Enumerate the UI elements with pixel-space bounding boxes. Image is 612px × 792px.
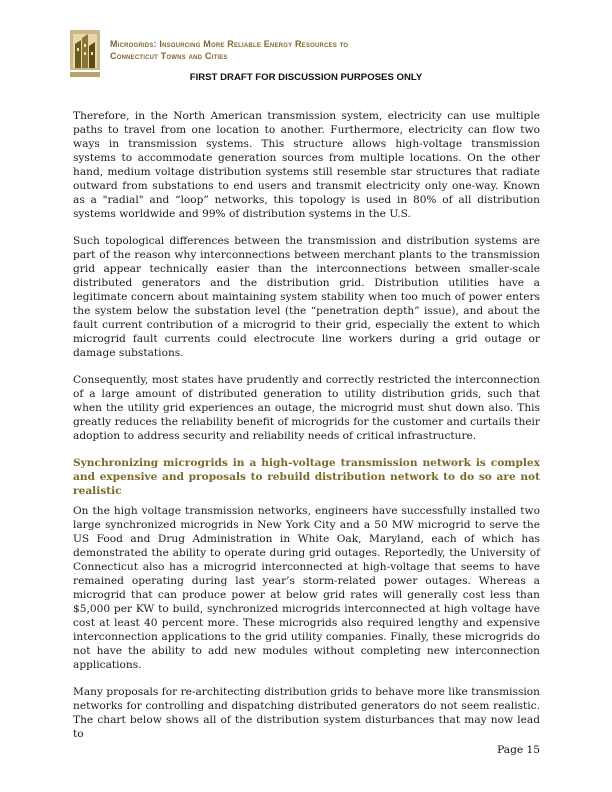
document-body bbox=[73, 109, 540, 754]
building-logo-icon bbox=[70, 30, 100, 78]
document-header-title bbox=[110, 38, 550, 62]
paragraph-1: Therefore, in the North American transmission system, electricity can use multiple paths to travel from one location to another. Furthermore, electricity can flow two ways in transmission systems. This structure allows high-voltage transmission systems to accommodate generation sources from multiple locations. On the other hand, medium voltage distribution systems still resemble star structures that radiate outward from substations to end users and transmit electricity only one-way. Known as a "radial" and “loop” networks, this topology is used in 80% of all distribution systems worldwide and 99% of distribution systems in the U.S. bbox=[73, 110, 540, 220]
page-number: Page 15 bbox=[497, 744, 540, 756]
paragraph-2: Such topological differences between the transmission and distribution systems are part of the reason why interconnections between merchant plants to the transmission grid appear technically easier than the interconnections between smaller-scale distributed generators and the distribution grid. Distribution utilities have a legitimate concern about maintaining system stability when too much of power enters the system below the substation level (the “penetration depth” issue), and about the fault current contribution of a microgrid to their grid, especially the extent to which microgrid fault currents could electrocute line workers during a grid outage or damage substations. bbox=[73, 235, 540, 359]
paragraph-4: On the high voltage transmission networks, engineers have successfully installed two large synchronized microgrids in New York City and a 50 MW microgrid to serve the US Food and Drug Administration in White Oak, Maryland, each of which has demonstrated the ability to operate during grid outages. Reportedly, the University of Connecticut also has a microgrid interconnected at high-voltage that seems to have remained operating during last year’s storm-related power outages. Whereas a microgrid that can produce power at below grid rates will generally cost less than $5,000 per KW to build, synchronized microgrids interconnected at high voltage have cost at least 40 percent more. These microgrids also required lengthy and expensive interconnection applications to the grid utility companies. Finally, these microgrids do not have the ability to add new modules without completing new interconnection applications. bbox=[73, 505, 540, 671]
draft-notice: FIRST DRAFT FOR DISCUSSION PURPOSES ONLY bbox=[189, 72, 423, 83]
paragraph-5: Many proposals for re-architecting distribution grids to behave more like transmission networks for controlling and dispatching distributed generators do not seem realistic. The chart below shows all of the distribution system disturbances that may now lead to bbox=[73, 686, 540, 740]
header-title-line1: Microgrids: Insourcing More Reliable Energy Resources to bbox=[110, 39, 349, 49]
header-title-line2: Connecticut Towns and Cities bbox=[110, 51, 228, 61]
paragraph-3: Consequently, most states have prudently and correctly restricted the interconnection of a large amount of distributed generation to utility distribution grids, such that when the utility grid experiences an outage, the microgrid must shut down also. This greatly reduces the reliability benefit of microgrids for the customer and curtails their adoption to address security and reliability needs of critical infrastructure. bbox=[73, 374, 540, 442]
section-heading: Synchronizing microgrids in a high-voltage transmission network is complex and expensive and proposals to rebuild distribution network to do so are not realistic bbox=[73, 457, 540, 497]
